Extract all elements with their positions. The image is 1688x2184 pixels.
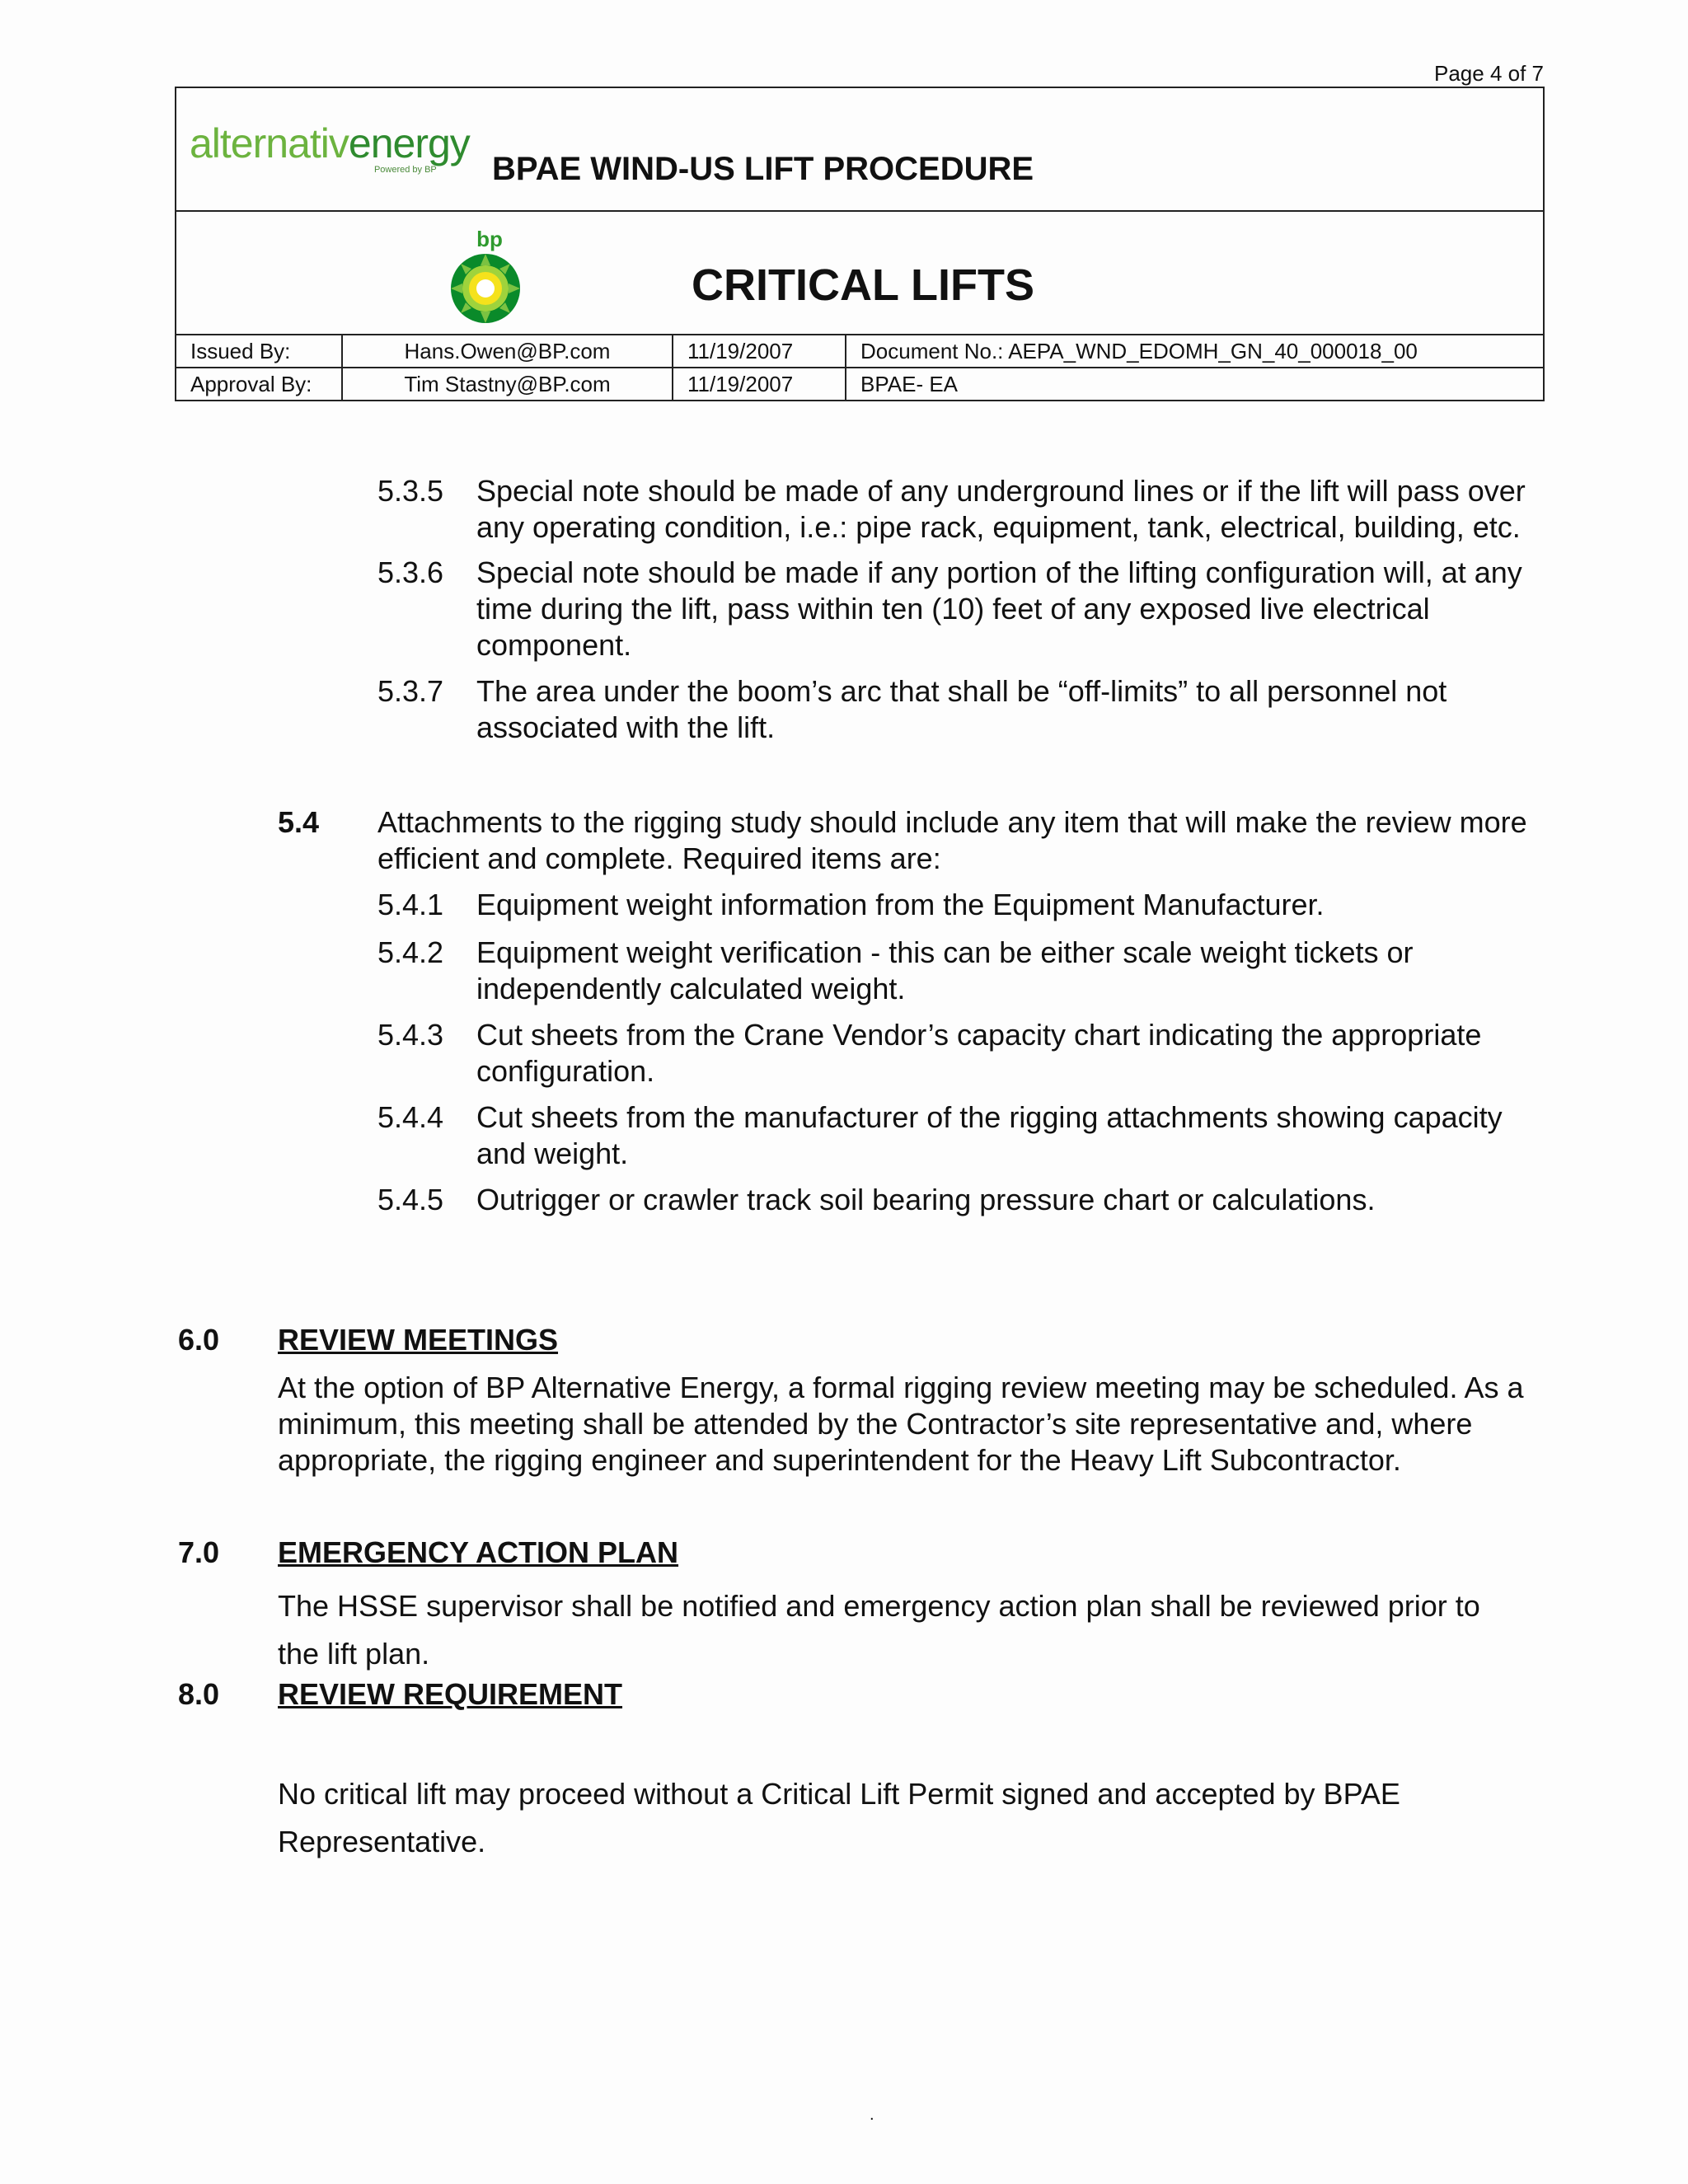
header-title-row bbox=[176, 88, 1543, 212]
section-paragraph: At the option of BP Alternative Energy, a formal rigging review meeting may be scheduled. As a minimum, this meeting shall be attended by the Contractor’s site representative and, where appropriate, the rigging engineer and superintendent for the Heavy Lift Subcontractor. bbox=[278, 1371, 1524, 1477]
item-text: Cut sheets from the manufacturer of the rigging attachments showing capacity and weight. bbox=[476, 1100, 1503, 1170]
item-text: The area under the boom’s arc that shall be “off-limits” to all personnel not associated with the lift. bbox=[476, 674, 1447, 744]
item-number: 5.4.2 bbox=[377, 935, 444, 969]
issued-label: Issued By: bbox=[176, 335, 342, 368]
section-number: 5.4 bbox=[278, 805, 320, 839]
footer-mark: . bbox=[870, 2106, 874, 2124]
table-row bbox=[176, 368, 1543, 400]
approval-date: 11/19/2007 bbox=[673, 368, 846, 400]
issued-date: 11/19/2007 bbox=[673, 335, 846, 368]
item-text: Special note should be made if any portion of the lifting configuration will, at any time during the lift, pass within ten (10) feet of any exposed live electrical component. bbox=[476, 555, 1522, 662]
item-number: 5.3.5 bbox=[377, 474, 444, 508]
item-text: Equipment weight information from the Equipment Manufacturer. bbox=[476, 888, 1325, 921]
section-title: REVIEW REQUIREMENT bbox=[278, 1677, 623, 1711]
bp-helios-logo bbox=[448, 225, 531, 328]
section-number: 7.0 bbox=[178, 1535, 220, 1569]
item-text: Equipment weight verification - this can be either scale weight tickets or independently calculated weight. bbox=[476, 935, 1414, 1005]
page-number: Page 4 of 7 bbox=[1434, 61, 1544, 86]
section-paragraph: The HSSE supervisor shall be notified and emergency action plan shall be reviewed prior to the lift plan. bbox=[278, 1589, 1480, 1671]
approval-label: Approval By: bbox=[176, 368, 342, 400]
section-title: REVIEW MEETINGS bbox=[278, 1323, 559, 1357]
issued-by: Hans.Owen@BP.com bbox=[342, 335, 673, 368]
document-number: Document No.: AEPA_WND_EDOMH_GN_40_000018_00 bbox=[846, 335, 1543, 368]
section-number: 8.0 bbox=[178, 1677, 220, 1711]
item-text: Cut sheets from the Crane Vendor’s capacity chart indicating the appropriate configuration. bbox=[476, 1018, 1482, 1088]
section-text: Attachments to the rigging study should include any item that will make the review more efficient and complete. Required items are: bbox=[377, 805, 1527, 875]
section-paragraph: No critical lift may proceed without a Critical Lift Permit signed and accepted by BPAE Representative. bbox=[278, 1777, 1400, 1858]
procedure-title: BPAE WIND-US LIFT PROCEDURE bbox=[492, 151, 1034, 187]
section-title: EMERGENCY ACTION PLAN bbox=[278, 1535, 679, 1569]
item-number: 5.4.1 bbox=[377, 888, 444, 921]
approval-by: Tim Stastny@BP.com bbox=[342, 368, 673, 400]
item-number: 5.4.4 bbox=[377, 1100, 444, 1134]
item-text: Special note should be made of any underground lines or if the lift will pass over any operating condition, i.e.: pipe rack, equipment, tank, electrical, building, etc. bbox=[476, 474, 1526, 544]
item-number: 5.4.5 bbox=[377, 1183, 444, 1216]
item-number: 5.3.7 bbox=[377, 674, 444, 708]
alternative-energy-logo: alternativenergy Powered by BP bbox=[190, 120, 470, 175]
document-meta-table bbox=[176, 335, 1543, 400]
critical-lifts-title: CRITICAL LIFTS bbox=[692, 260, 1034, 310]
section-number: 6.0 bbox=[178, 1323, 220, 1357]
item-number: 5.4.3 bbox=[377, 1018, 444, 1052]
svg-text:bp: bp bbox=[476, 227, 503, 251]
department: BPAE- EA bbox=[860, 371, 959, 396]
item-text: Outrigger or crawler track soil bearing pressure chart or calculations. bbox=[476, 1183, 1376, 1216]
item-number: 5.3.6 bbox=[377, 555, 444, 589]
document-header bbox=[175, 87, 1545, 401]
table-row bbox=[176, 335, 1543, 368]
header-subtitle-row bbox=[176, 212, 1543, 335]
